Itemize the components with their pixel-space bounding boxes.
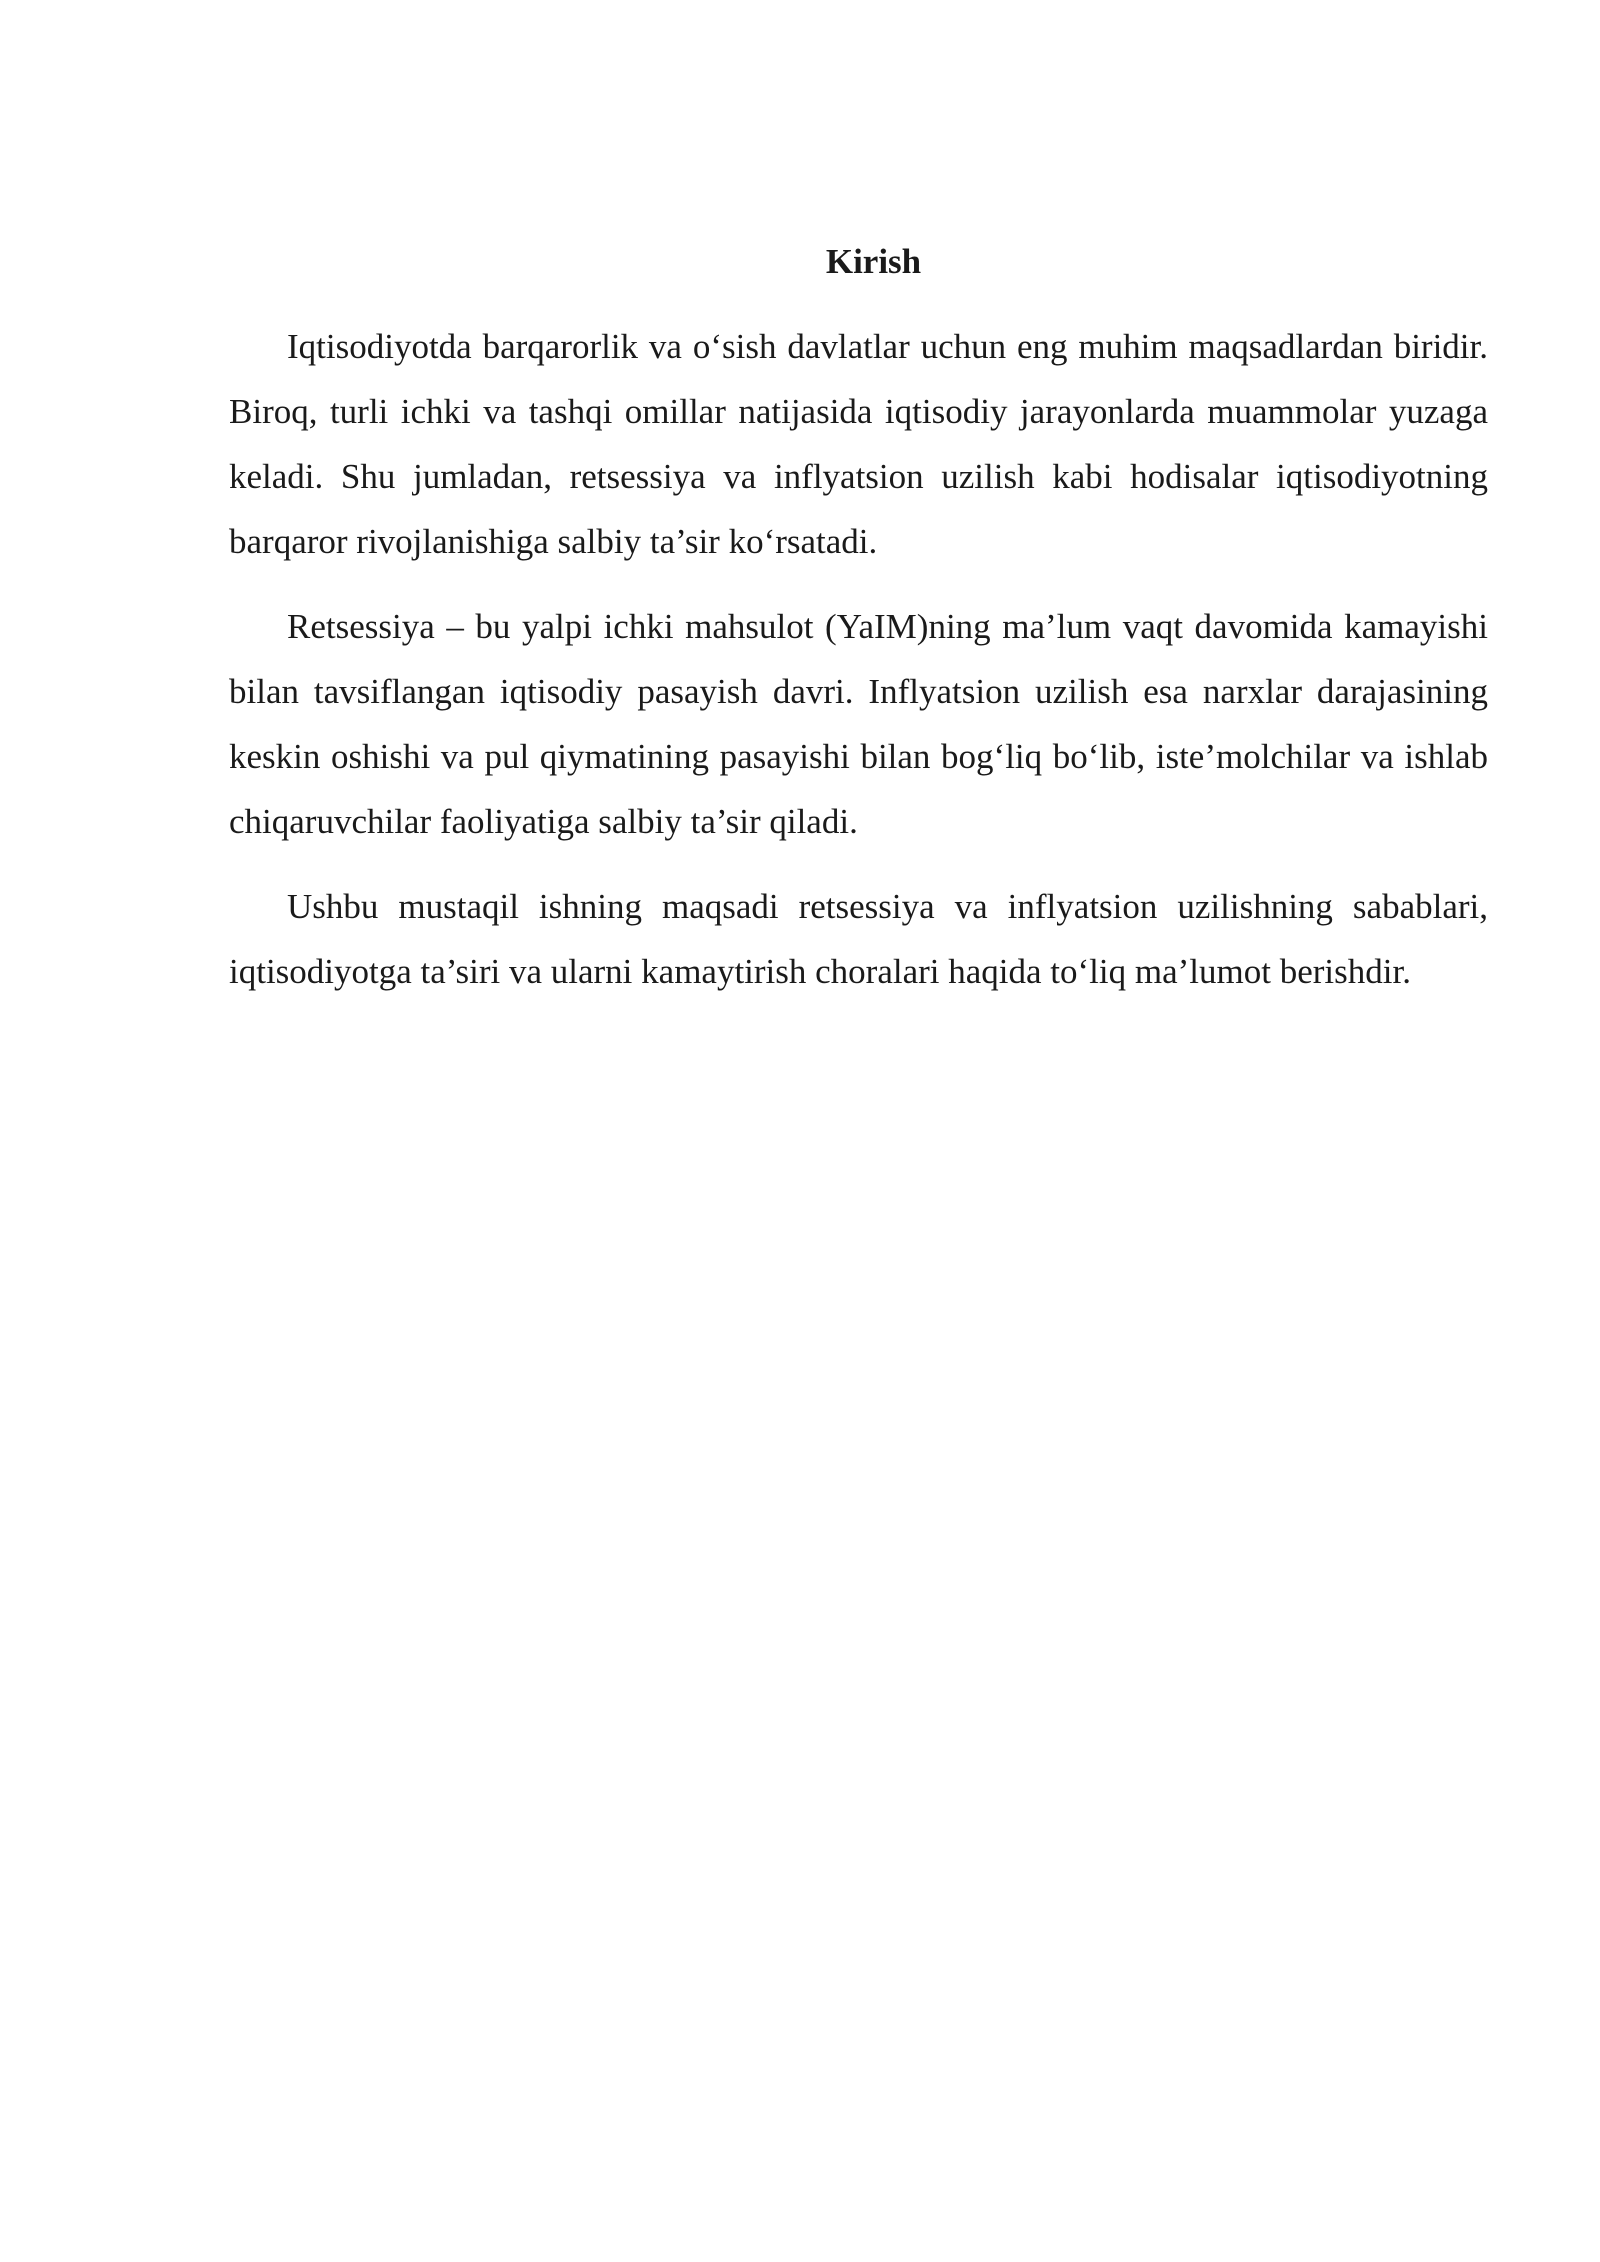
document-body <box>229 232 1488 1004</box>
paragraph-definitions: Retsessiya – bu yalpi ichki mahsulot (YaIM)ning ma’lum vaqt davomida kamayishi bilan tavsiflangan iqtisodiy pasayish davri. Inflyatsion uzilish esa narxlar darajasining keskin oshishi va pul qiymatining pasayishi bilan bog‘liq bo‘lib, iste’molchilar va ishlab chiqaruvchilar faoliyatiga salbiy ta’sir qiladi. <box>229 607 1488 841</box>
paragraph-intro: Iqtisodiyotda barqarorlik va o‘sish davlatlar uchun eng muhim maqsadlardan biridir. Biroq, turli ichki va tashqi omillar natijasida iqtisodiy jarayonlarda muammolar yuzaga keladi. Shu jumladan, retsessiya va inflyatsion uzilish kabi hodisalar iqtisodiyotning barqaror rivojlanishiga salbiy ta’sir ko‘rsatadi. <box>229 327 1488 561</box>
section-title: Kirish <box>825 242 922 281</box>
paragraph-purpose: Ushbu mustaqil ishning maqsadi retsessiya va inflyatsion uzilishning sabablari, iqtisodiyotga ta’siri va ularni kamaytirish choralari haqida to‘liq ma’lumot berishdir. <box>229 887 1488 991</box>
